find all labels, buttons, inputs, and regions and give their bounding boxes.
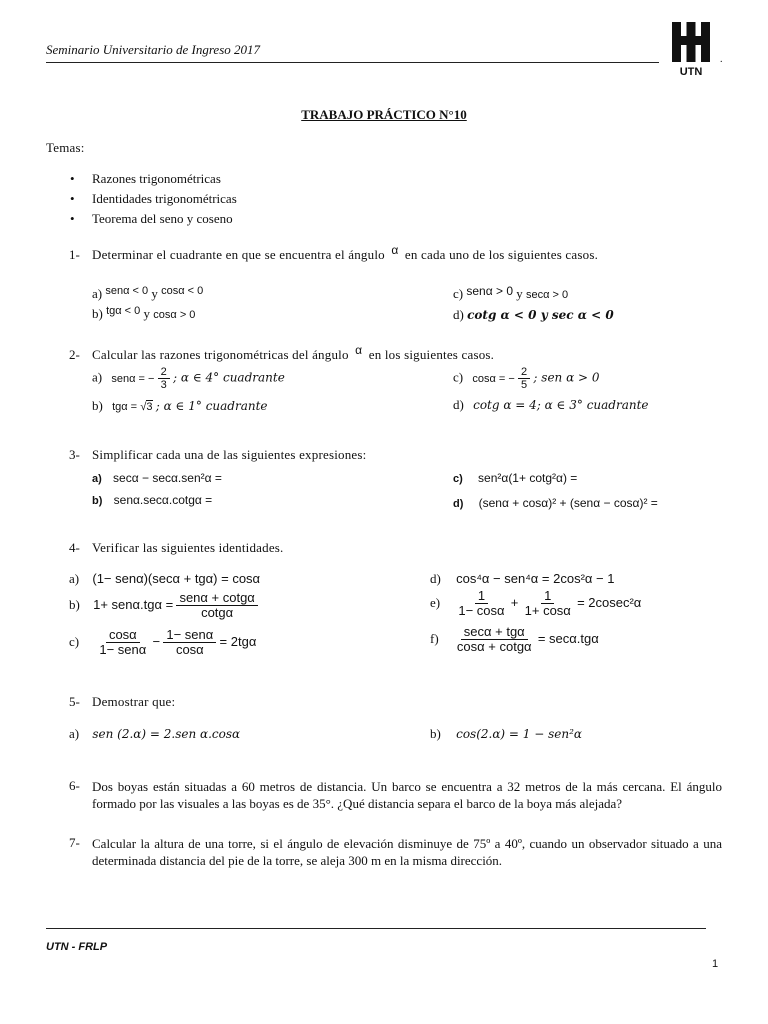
- ex4-e: e) $\frac{1}{1- \cos\alpha}$ + $\frac{1}{1+ \cos\alpha}$ = 2cosec²α: [430, 588, 642, 619]
- logo-text: UTN: [679, 66, 703, 78]
- ex3-b: b) senα.secα.cotgα =: [92, 493, 213, 507]
- ex5-number: 5-: [69, 694, 80, 709]
- ex3-number: 3-: [69, 447, 80, 462]
- footer-rule: [46, 928, 706, 929]
- ex5-a: a) sen (2.α) = 2.sen α.cosα: [69, 726, 241, 741]
- ex1-statement: Determinar el cuadrante en que se encuentra el ángulo α en cada uno de los siguientes casos.: [92, 243, 599, 262]
- ex2-c: c) cosα = − $\frac{2}{5}$ ; sen α > 0: [453, 366, 600, 392]
- tema-item: • Teorema del seno y coseno: [92, 211, 233, 227]
- page-title: TRABAJO PRÁCTICO N°10: [301, 107, 467, 122]
- ex2-a: a) senα = − $\frac{2}{3}$ ; α ∈ 4° cuadrante: [92, 366, 285, 392]
- ex1-b: b) $^{tg\alpha < 0}$ y cosα > 0: [92, 305, 196, 321]
- ex3-statement: Simplificar cada una de las siguientes expresiones:: [92, 447, 367, 462]
- ex7-statement: Calcular la altura de una torre, si el ángulo de elevación disminuye de 75º a 40º, cuando un observador situado a una determinada distancia del pie de la torre, se aleja 300 m en la misma dirección.: [92, 836, 722, 868]
- ex7-number: 7-: [69, 835, 80, 850]
- tema-item: • Identidades trigonométricas: [92, 191, 237, 207]
- ex2-d: d) cotg α = 4; α ∈ 3° cuadrante: [453, 397, 649, 412]
- ex4-b: b) 1+ senα.tgα = $\frac{\text{senα + cotgα}}{\cot g\alpha}$: [69, 591, 258, 621]
- ex5-statement: Demostrar que:: [92, 694, 176, 709]
- ex4-c: c) $\frac{\cos\alpha}{\text{1− senα}}$ − $\frac{\text{1− senα}}{\cos\alpha}$ = 2tgα: [69, 627, 257, 658]
- ex3-a: a) secα − secα.sen²α =: [92, 471, 222, 485]
- ex3-c: c) sen²α(1+ cotg²α) =: [453, 471, 578, 485]
- ex4-statement: Verificar las siguientes identidades.: [92, 540, 284, 555]
- ex6-statement: Dos boyas están situadas a 60 metros de distancia. Un barco se encuentra a 32 metros de la más cercana. El ángulo formado por las visuales a las boyas es de 35°. ¿Qué distancia separa el barco de la boya más alejada?: [92, 779, 722, 811]
- temas-label: Temas:: [46, 140, 85, 155]
- page-number: 1: [712, 958, 719, 970]
- ex1-a: a) $^{sen\alpha < 0}$ y $^{cos\alpha < 0}$: [92, 285, 204, 301]
- ex4-a: a) (1− senα)(secα + tgα) = cosα: [69, 571, 261, 586]
- alpha-symbol: α: [391, 243, 399, 257]
- ex2-statement: Calcular las razones trigonométricas del ángulo α en los siguientes casos.: [92, 343, 495, 362]
- ex2-b: b) tgα = √3 ; α ∈ 1° cuadrante: [92, 398, 268, 413]
- footer-text: UTN - FRLP: [46, 941, 108, 953]
- header-title: Seminario Universitario de Ingreso 2017: [46, 42, 260, 57]
- ex1-number: 1-: [69, 247, 80, 262]
- ex3-d: d) (senα + cosα)² + (senα − cosα)² =: [453, 496, 658, 510]
- ex1-d: d) cotg α < 0 y sec α < 0: [453, 307, 614, 322]
- ex2-number: 2-: [69, 347, 80, 362]
- ex6-number: 6-: [69, 778, 80, 793]
- utn-logo-icon: [670, 20, 712, 78]
- alpha-symbol: α: [355, 343, 363, 357]
- ex4-number: 4-: [69, 540, 80, 555]
- header-rule: [46, 62, 659, 63]
- header-dot: .: [720, 54, 723, 65]
- ex4-f: f) $\frac{\text{secα + tgα}}{\cos\alpha + \cot g\alpha}$ = secα.tgα: [430, 624, 599, 655]
- ex5-b: b) cos(2.α) = 1 − sen²α: [430, 726, 583, 741]
- ex1-c: c) senα > 0 y secα > 0: [453, 284, 569, 301]
- ex4-d: d) cos⁴α − sen⁴α = 2cos²α − 1: [430, 571, 615, 586]
- tema-item: • Razones trigonométricas: [92, 171, 221, 187]
